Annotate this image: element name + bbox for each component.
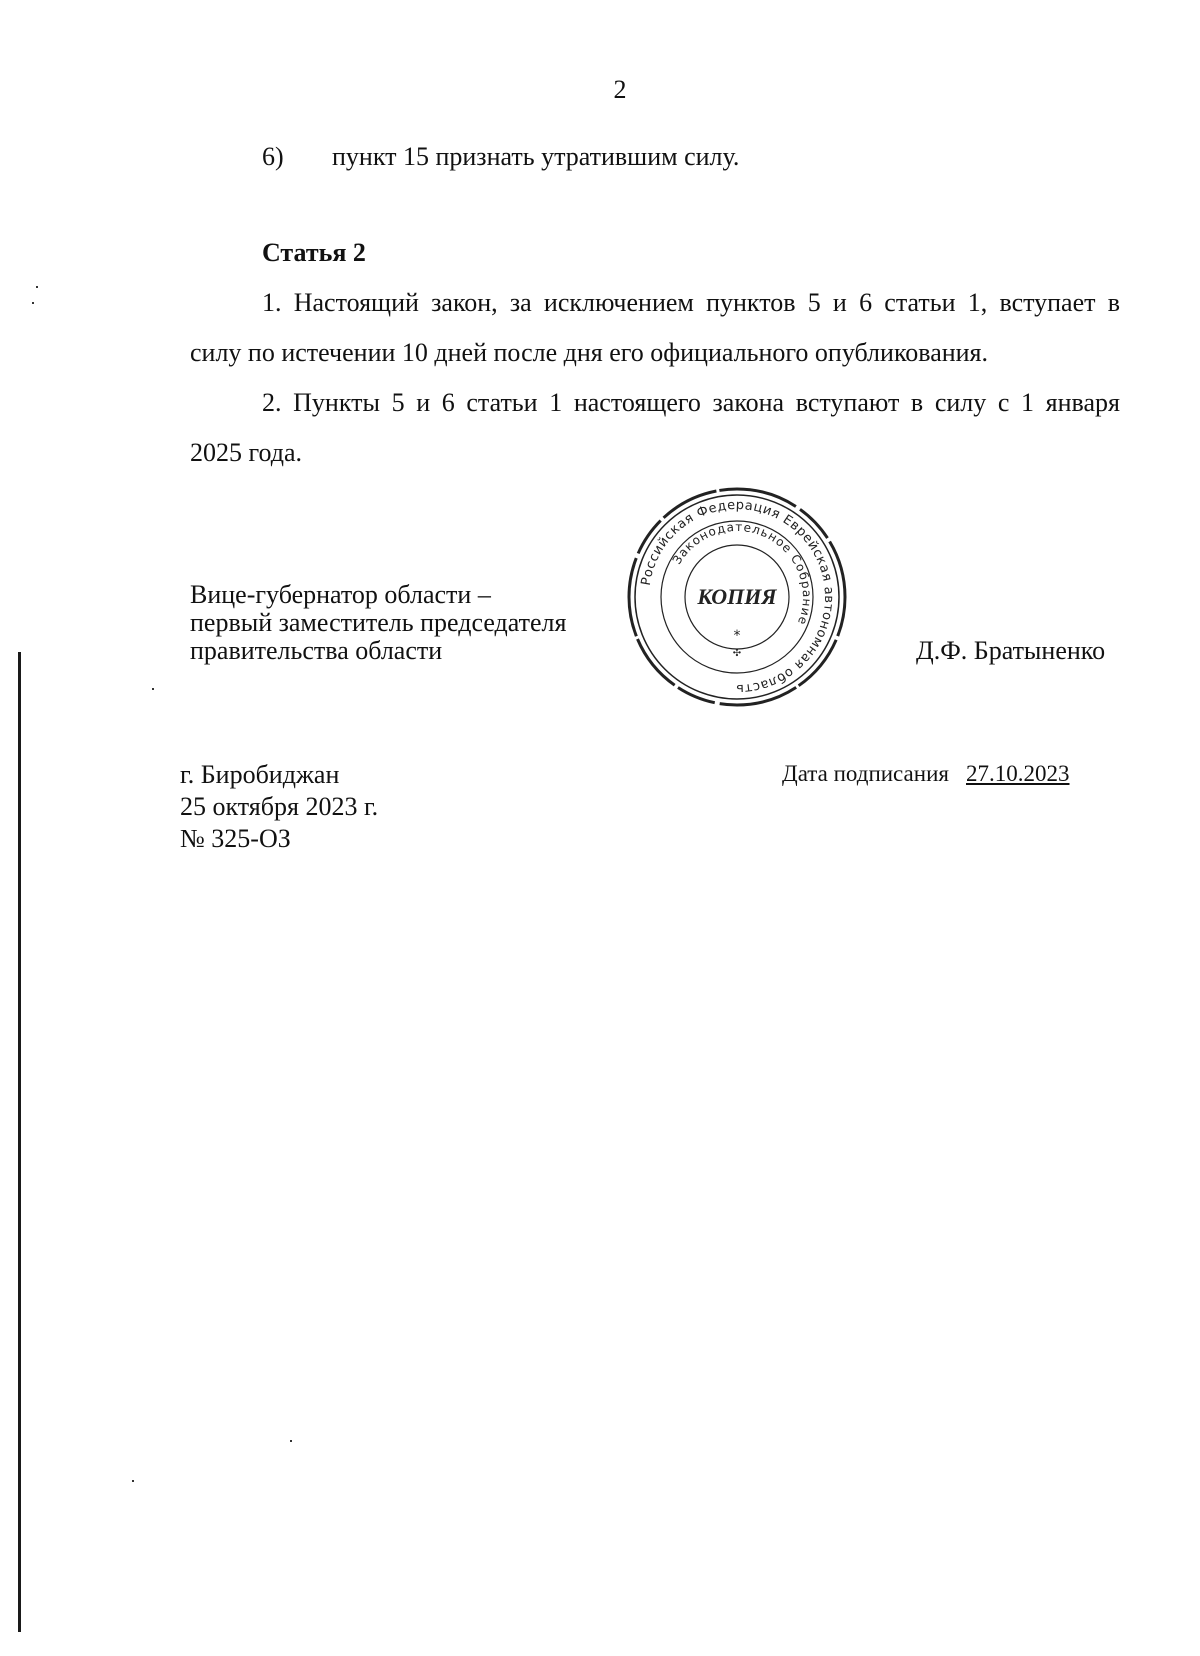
stamp-dot-icon: ✣ [732, 648, 742, 659]
scan-speck [32, 302, 34, 304]
scan-speck [152, 688, 154, 690]
page-number: 2 [613, 75, 627, 104]
signatory-name: Д.Ф. Братыненко [916, 636, 1106, 665]
signing-date-label: Дата подписания [782, 761, 949, 786]
stamp-star-icon: * [733, 628, 741, 644]
article-paragraph-1-line-1: 1. Настоящий закон, за исключением пунктов 5 и 6 статьи 1, вступает в [262, 288, 1120, 317]
article-paragraph-2-line-1: 2. Пункты 5 и 6 статьи 1 настоящего закона вступают в силу с 1 января [262, 388, 1120, 417]
scan-speck [132, 1480, 134, 1482]
footer-law-number: № 325-ОЗ [180, 824, 291, 853]
stamp-inner-ring-text: Законодательное Собрание [669, 519, 815, 628]
scan-speck [36, 286, 38, 288]
scan-speck [290, 1440, 292, 1442]
article-paragraph-1-line-2: силу по истечении 10 дней после дня его официального опубликования. [190, 338, 989, 367]
stamp-center-text: КОПИЯ [697, 584, 777, 609]
article-heading: Статья 2 [262, 238, 366, 267]
signatory-title-line-3: правительства области [190, 636, 443, 665]
list-item-number: 6) [262, 142, 284, 171]
svg-text:Законодательное Собрание [670, 520, 814, 628]
official-seal-stamp [624, 484, 850, 710]
signing-date-value: 27.10.2023 [966, 761, 1070, 786]
scan-edge-line [18, 652, 21, 1632]
footer-city: г. Биробиджан [180, 760, 340, 789]
signatory-title-line-2: первый заместитель председателя [190, 608, 567, 637]
article-paragraph-2-line-2: 2025 года. [190, 438, 303, 467]
footer-date: 25 октября 2023 г. [180, 792, 379, 821]
list-item-text: пункт 15 признать утратившим силу. [332, 142, 740, 171]
signatory-title-line-1: Вице-губернатор области – [190, 580, 491, 609]
stamp-outer-ring-text: Российская Федерация Еврейская автономная область [638, 497, 837, 697]
